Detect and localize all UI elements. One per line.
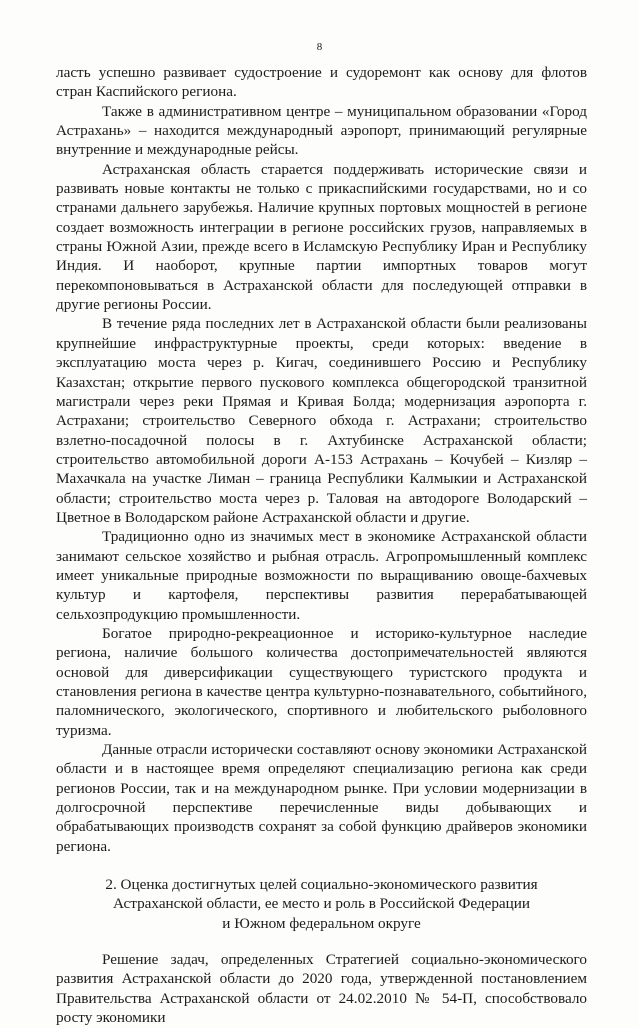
paragraph-continued: ласть успешно развивает судостроение и судоремонт как основу для флотов стран Каспийского региона. <box>56 64 587 101</box>
paragraph-international-ties: Астраханская область старается поддерживать исторические связи и развивать новые контакты не только с прикаспийскими государствами, но и со странами дальнего зарубежья. Наличие крупных портовых мощностей в регионе создает возможность интеграции в регионе российских грузов, направляемых в страны Южной Азии, прежде всего в Исламскую Республику Иран и Республику Индия. И наоборот, крупные партии импортных товаров могут перекомпоновываться в Астраханской области для последующей отправки в другие регионы России. <box>56 160 587 314</box>
paragraph-agriculture: Традиционно одно из значимых мест в экономике Астраханской области занимают сельское хозяйство и рыбная отрасль. Агропромышленный комплекс имеет уникальные природные возможности по выращиванию овоще-бахчевых культур и картофеля, перспективы развития перерабатывающей сельхозпродукцию промышленности. <box>56 528 587 623</box>
paragraph-airport: Также в административном центре – муниципальном образовании «Город Астрахань» – находится международный аэропорт, принимающий регулярные внутренние и международные рейсы. <box>56 102 587 159</box>
section-heading-line-2: Астраханской области, ее место и роль в Российской Федерации <box>112 895 531 913</box>
section-heading-line-3: и Южном федеральном округе <box>222 914 421 932</box>
body-text <box>56 63 587 1028</box>
paragraph-strategy: Решение задач, определенных Стратегией социально-экономического развития Астраханской области до 2020 года, утвержденной постановлением Правительства Астраханской области от 24.02.2010 № 54-П, способствовало росту экономики <box>56 951 587 1027</box>
paragraph-specialization: Данные отрасли исторически составляют основу экономики Астраханской области и в настоящее время определяют специализацию региона как среди регионов России, так и на международном рынке. При условии модернизации в долгосрочной перспективе перечисленные виды добывающих и обрабатывающих производств сохранят за собой функцию драйверов экономики региона. <box>56 741 587 855</box>
page-number: 8 <box>316 41 323 53</box>
paragraph-tourism: Богатое природно-рекреационное и историко-культурное наследие региона, наличие большого количества достопримечательностей являются основой для диверсификации существующего туристского продукта и становления региона в качестве центра культурно-познавательного, событийного, паломнического, экологического, спортивного и любительского рыболовного туризма. <box>56 624 587 739</box>
section-heading-line-1: 2. Оценка достигнутых целей социально-экономического развития <box>105 876 538 894</box>
paragraph-infrastructure: В течение ряда последних лет в Астраханской области были реализованы крупнейшие инфраструктурные проекты, среди которых: введение в эксплуатацию моста через р. Кигач, соединившего Россию и Республику Казахстан; открытие первого пускового комплекса общегородской транзитной магистрали через реки Прямая и Кривая Болда; модернизация аэропорта г. Астрахани; строительство Северного обхода г. Астрахани; строительство взлетно-посадочной полосы в г. Ахтубинске Астраханской области; строительство автомобильной дороги А-153 Астрахань – Кочубей – Кизляр – Махачкала на участке Лиман – граница Республики Калмыкии и Астраханской области; строительство моста через р. Таловая на автодороге Володарский – Цветное в Володарском районе Астраханской области и другие. <box>56 315 587 526</box>
section-heading <box>56 875 587 933</box>
